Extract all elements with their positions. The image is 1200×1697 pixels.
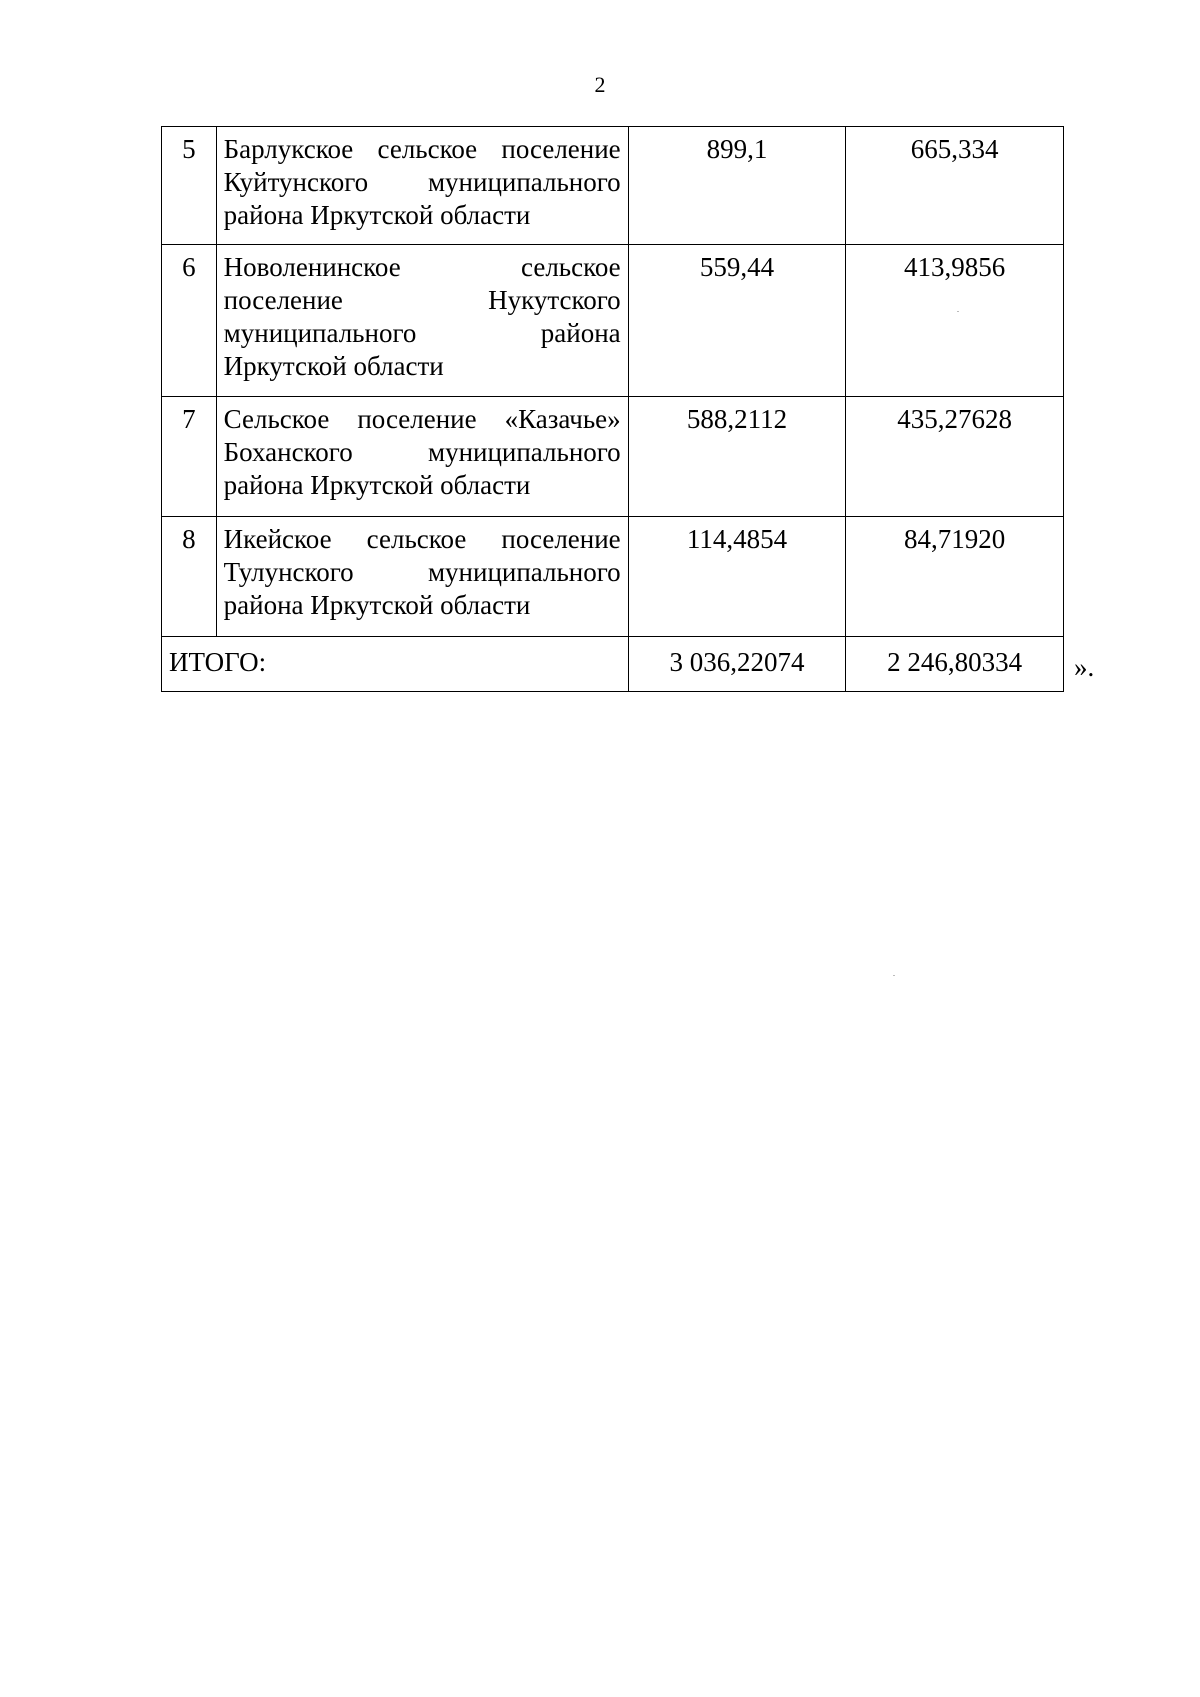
value-1-cell: 114,4854 bbox=[628, 517, 846, 637]
closing-quote: ». bbox=[1074, 652, 1095, 682]
table-row bbox=[162, 517, 1064, 637]
table-row bbox=[162, 245, 1064, 397]
value-1-cell: 588,2112 bbox=[628, 397, 846, 517]
value-2-cell: 435,27628 bbox=[846, 397, 1064, 517]
row-number-cell: 6 bbox=[162, 245, 217, 397]
table-row bbox=[162, 127, 1064, 245]
allocation-table bbox=[161, 126, 1064, 692]
total-label: ИТОГО: bbox=[162, 637, 629, 692]
settlement-name-cell: Сельское поселение «Казачье» Боханского муниципального района Иркутской области bbox=[216, 397, 628, 517]
row-number-cell: 8 bbox=[162, 517, 217, 637]
table-row bbox=[162, 397, 1064, 517]
value-2-cell: 413,9856 bbox=[846, 245, 1064, 397]
value-2-cell: 84,71920 bbox=[846, 517, 1064, 637]
scan-speck bbox=[957, 311, 959, 312]
value-1-cell: 559,44 bbox=[628, 245, 846, 397]
settlement-name-cell: Новоленинское сельское поселение Нукутского муниципального района Иркутской области bbox=[216, 245, 628, 397]
row-number-cell: 7 bbox=[162, 397, 217, 517]
total-row bbox=[162, 637, 1064, 692]
settlement-name-cell: Барлукское сельское поселение Куйтунского муниципального района Иркутской области bbox=[216, 127, 628, 245]
settlement-name-cell: Икейское сельское поселение Тулунского муниципального района Иркутской области bbox=[216, 517, 628, 637]
value-1-cell: 899,1 bbox=[628, 127, 846, 245]
scan-speck bbox=[893, 975, 895, 976]
row-number-cell: 5 bbox=[162, 127, 217, 245]
value-2-cell: 665,334 bbox=[846, 127, 1064, 245]
page-number: 2 bbox=[594, 72, 606, 97]
total-value-2: 2 246,80334 bbox=[846, 637, 1064, 692]
total-value-1: 3 036,22074 bbox=[628, 637, 846, 692]
